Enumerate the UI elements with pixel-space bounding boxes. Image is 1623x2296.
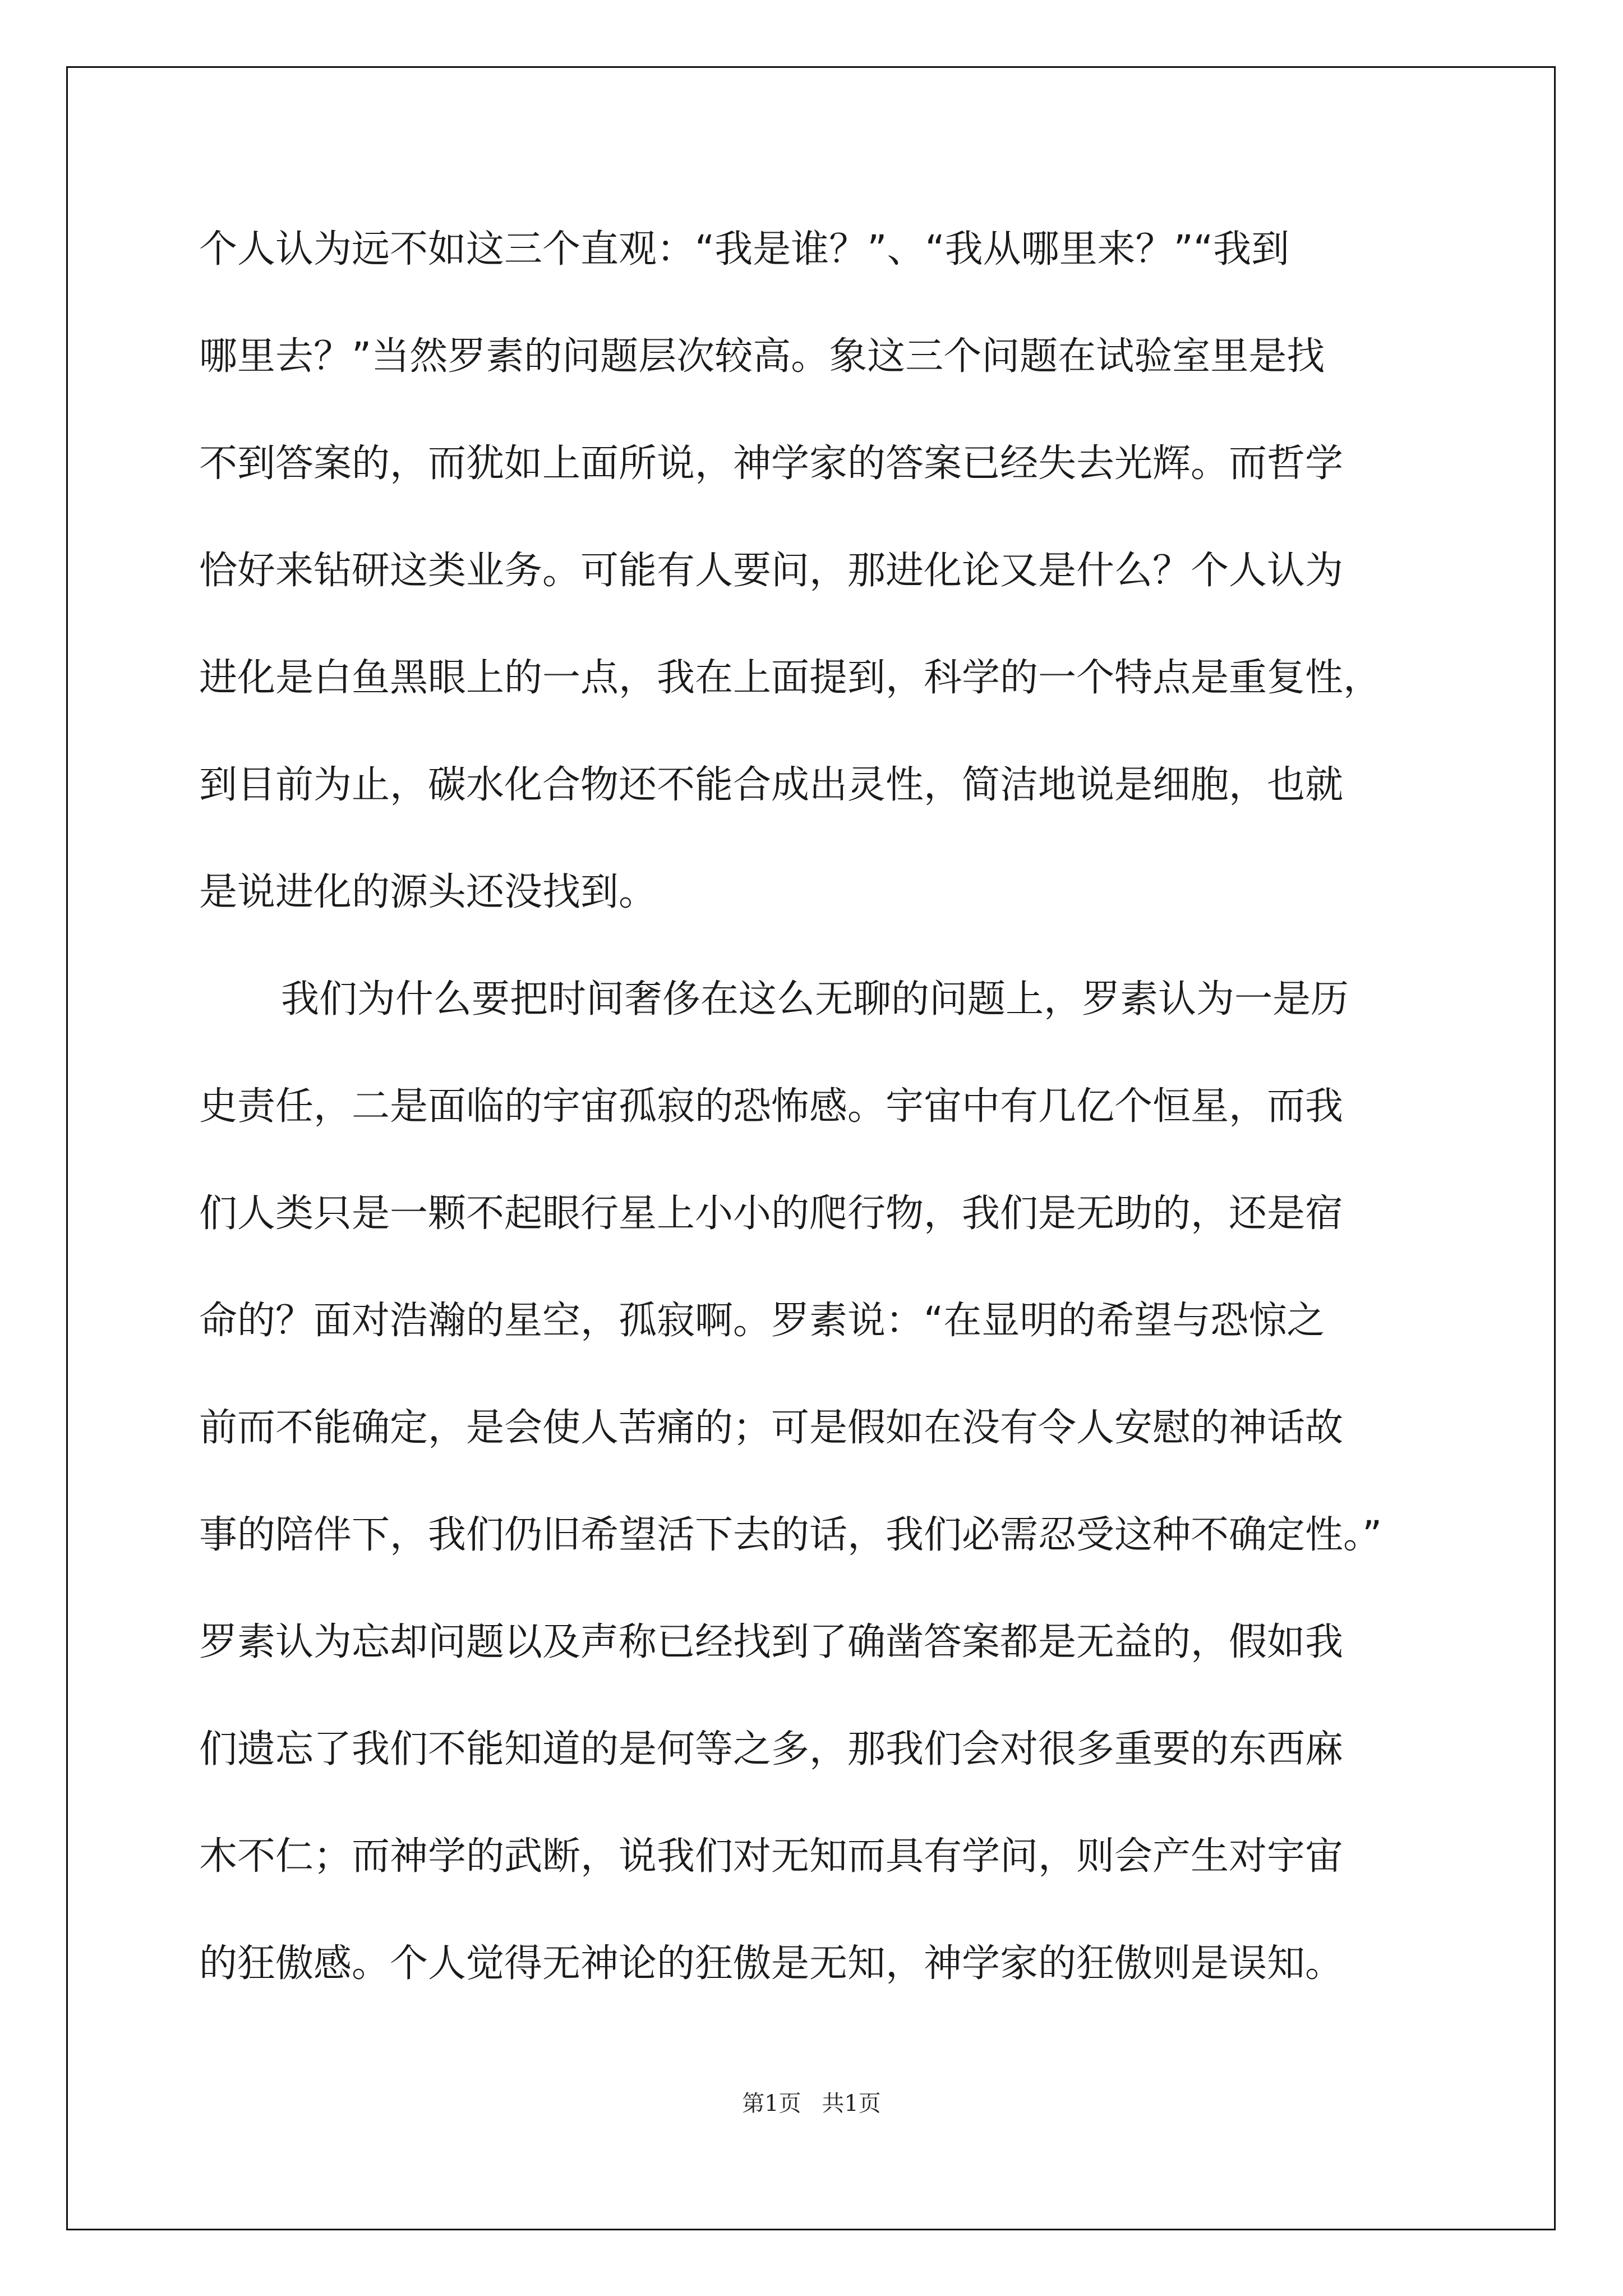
text-line: 恰好来钻研这类业务。可能有人要问，那进化论又是什么？个人认为 — [199, 549, 1344, 593]
text-line: 不到答案的，而犹如上面所说，神学家的答案已经失去光辉。而哲学 — [199, 441, 1344, 486]
text-line: 们遗忘了我们不能知道的是何等之多，那我们会对很多重要的东西麻 — [199, 1727, 1344, 1772]
document-body — [199, 213, 1489, 2035]
paragraph-2 — [199, 963, 1489, 2035]
text-line: 我们为什么要把时间奢侈在这么无聊的问题上，罗素认为一是历 — [281, 977, 1349, 1022]
paragraph-1 — [199, 213, 1489, 963]
text-line: 史责任，二是面临的宇宙孤寂的恐怖感。宇宙中有几亿个恒星，而我 — [199, 1084, 1344, 1129]
page-footer — [0, 2086, 1623, 2118]
text-line: 事的陪伴下，我们仍旧希望活下去的话，我们必需忍受这种不确定性。” — [199, 1513, 1382, 1557]
text-line: 们人类只是一颗不起眼行星上小小的爬行物，我们是无助的，还是宿 — [199, 1191, 1344, 1236]
page-total: 共1页 — [822, 2091, 881, 2116]
text-line: 到目前为止，碳水化合物还不能合成出灵性，简洁地说是细胞，也就 — [199, 763, 1344, 807]
text-line: 命的？面对浩瀚的星空，孤寂啊。罗素说：“在显明的希望与恐惊之 — [199, 1299, 1325, 1343]
text-line: 罗素认为忘却问题以及声称已经找到了确凿答案都是无益的，假如我 — [199, 1620, 1344, 1664]
text-line: 个人认为远不如这三个直观：“我是谁？”、“我从哪里来？”“我到 — [199, 227, 1290, 272]
text-line: 的狂傲感。个人觉得无神论的狂傲是无知，神学家的狂傲则是误知。 — [199, 1941, 1344, 1986]
text-line: 哪里去？”当然罗素的问题层次较高。象这三个问题在试验室里是找 — [199, 334, 1325, 379]
text-line: 前而不能确定，是会使人苦痛的；可是假如在没有令人安慰的神话故 — [199, 1406, 1344, 1450]
page-number: 第1页 — [742, 2091, 801, 2116]
text-line: 进化是白鱼黑眼上的一点，我在上面提到，科学的一个特点是重复性， — [199, 656, 1382, 700]
text-line: 木不仁；而神学的武断，说我们对无知而具有学问，则会产生对宇宙 — [199, 1834, 1344, 1879]
text-line: 是说进化的源头还没找到。 — [199, 870, 657, 914]
